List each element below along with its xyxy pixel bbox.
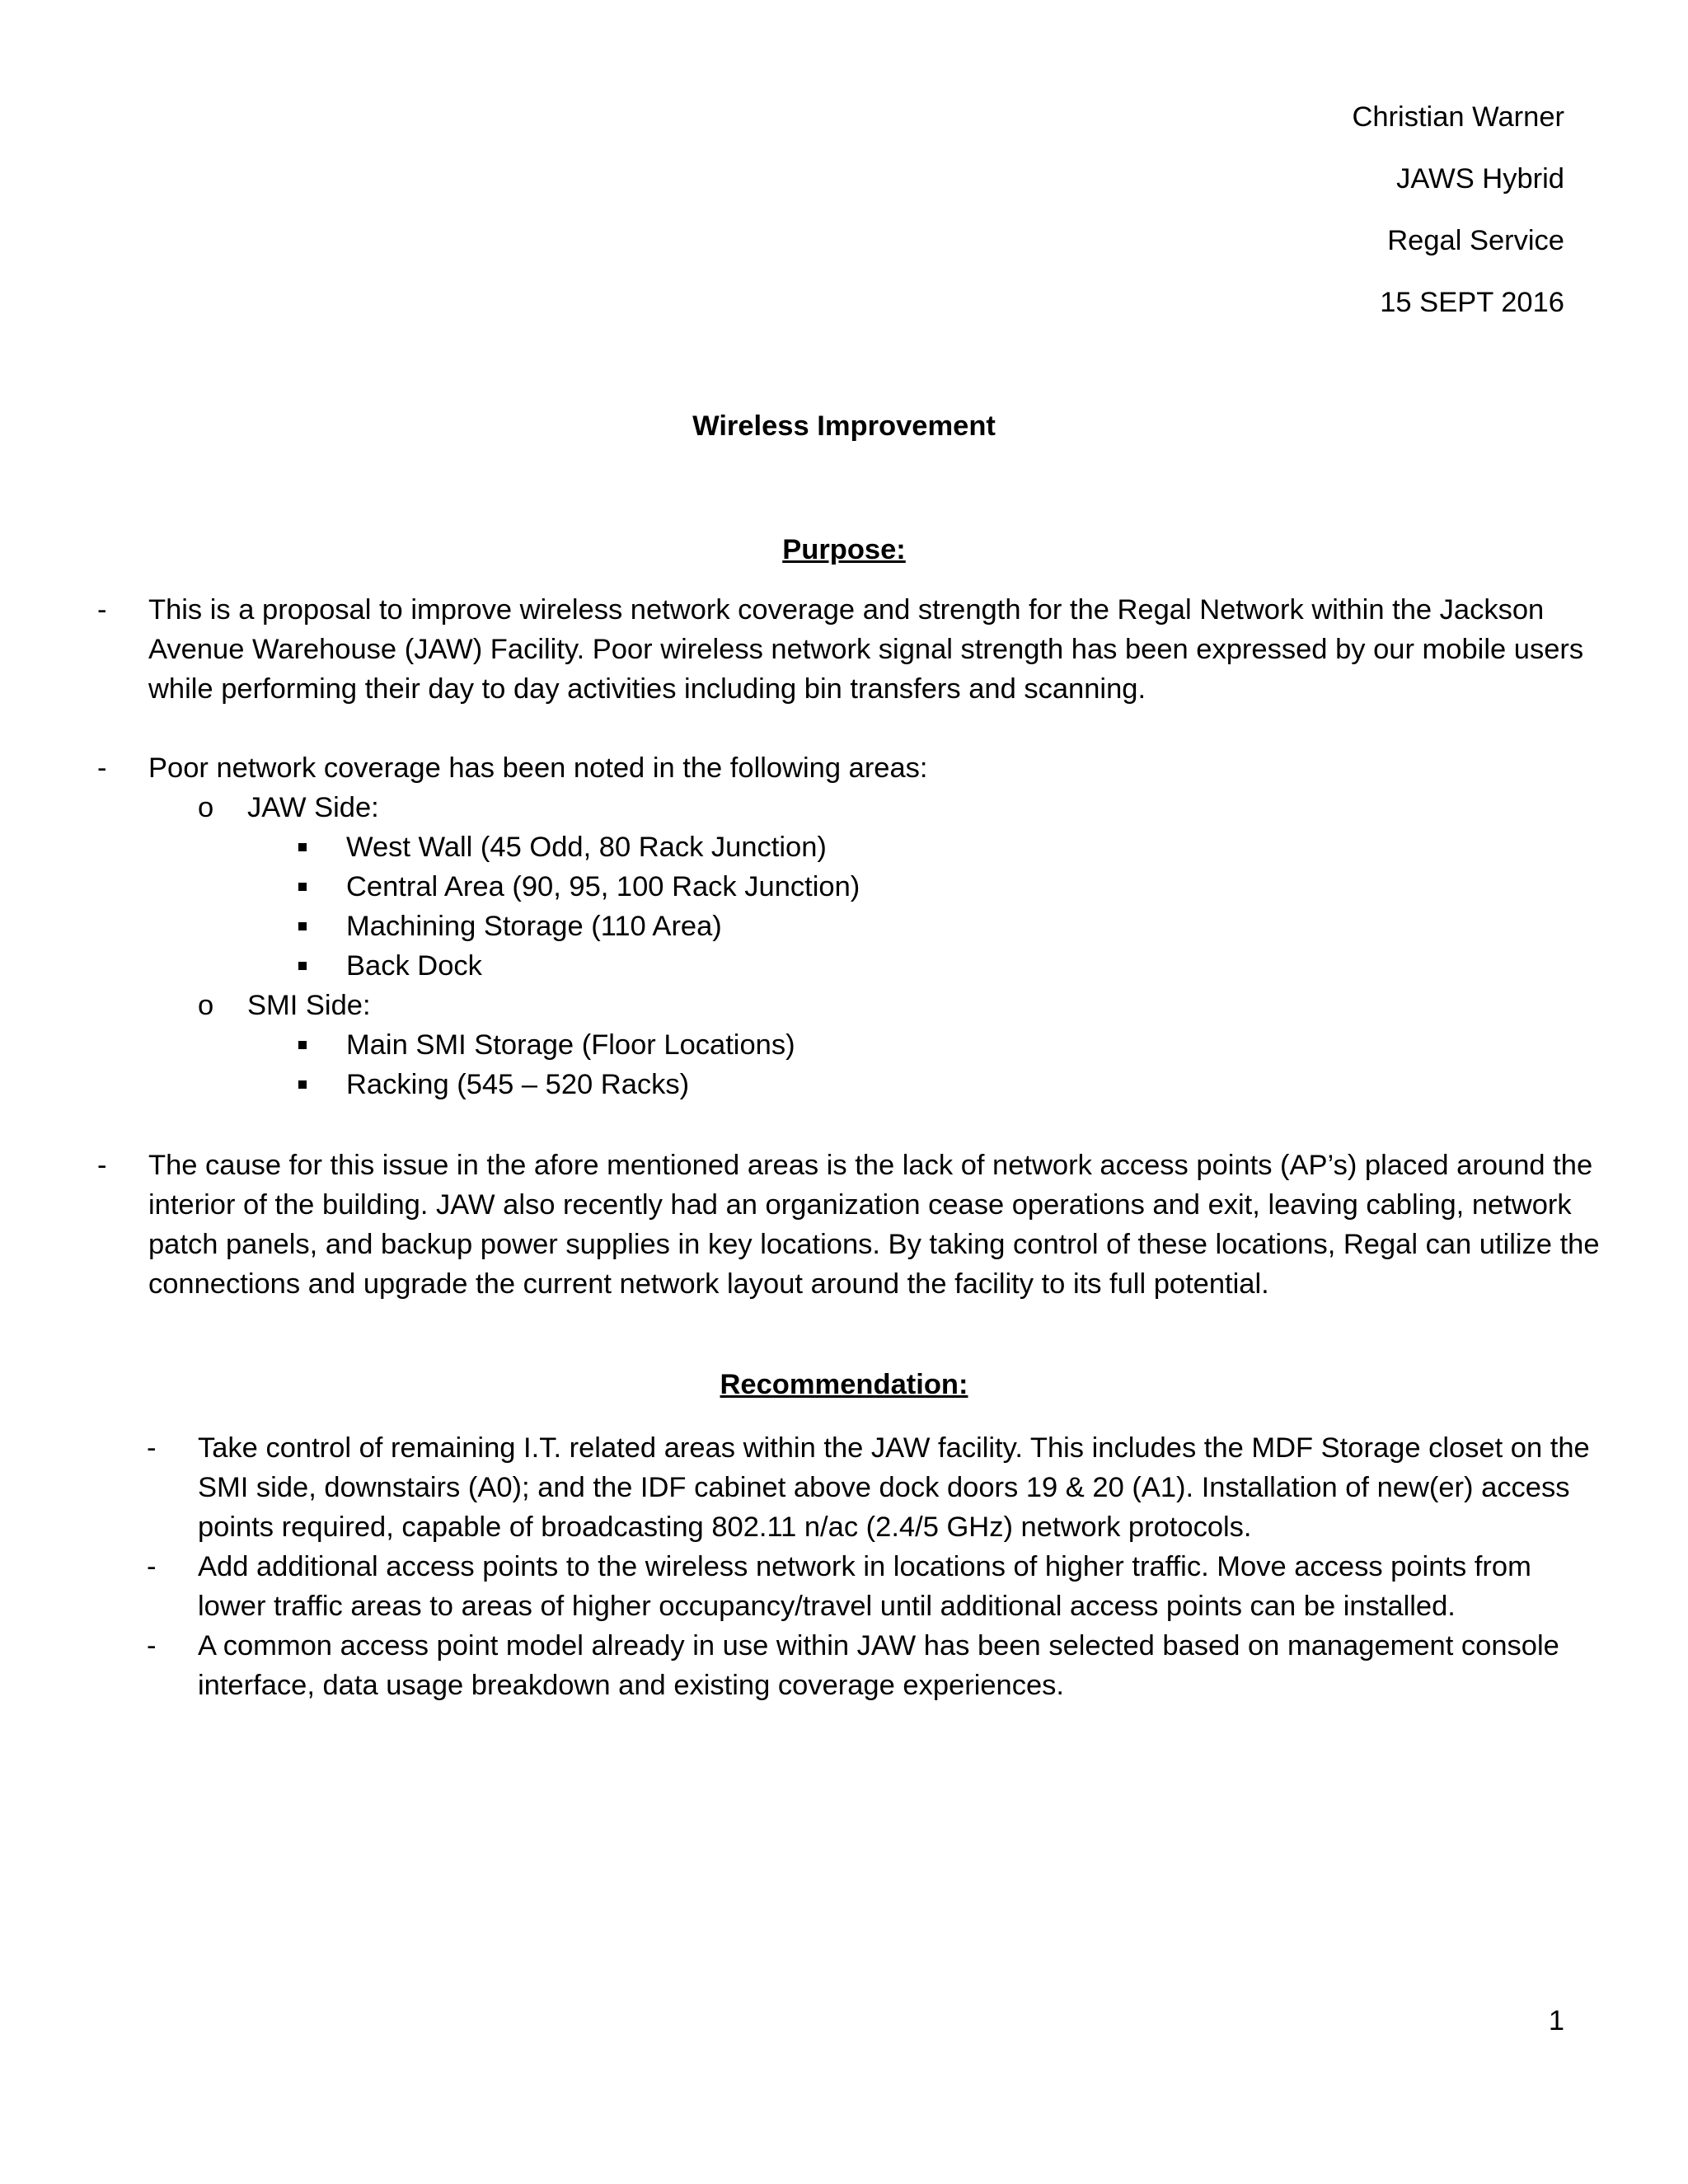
location-label: Racking (545 – 520 Racks) [346,1069,690,1100]
square-bullet [298,962,307,970]
area-list-item [0,788,1688,827]
location-list-item [0,907,1688,946]
square-bullet [298,883,307,891]
purpose-heading: Purpose: [782,534,906,565]
document-date: 15 SEPT 2016 [1380,287,1564,318]
circle-bullet: o [198,792,214,823]
location-label: Machining Storage (110 Area) [346,911,722,942]
recommendation-heading: Recommendation: [720,1369,968,1400]
dash-marker: - [147,1432,157,1464]
location-list-item [0,946,1688,986]
location-list-item [0,1025,1688,1065]
dash-marker: - [147,1630,157,1661]
team-name: JAWS Hybrid [1396,163,1564,194]
text-line: The cause for this issue in the afore mentioned areas is the lack of network access points (AP’s) placed around the [148,1150,1593,1181]
company-name: Regal Service [1387,225,1564,256]
text-line: lower traffic areas to areas of higher occupancy/travel until additional access points can be installed. [198,1591,1456,1622]
dash-marker: - [97,752,107,784]
square-bullet [298,922,307,930]
text-line: connections and upgrade the current network layout around the facility to its full potential. [148,1268,1269,1300]
text-line: while performing their day to day activities including bin transfers and scanning. [148,673,1146,705]
location-label: West Wall (45 Odd, 80 Rack Junction) [346,832,827,863]
text-line: patch panels, and backup power supplies in key locations. By taking control of these locations, Regal can utilize the [148,1229,1600,1260]
area-label: SMI Side: [247,990,371,1021]
circle-bullet: o [198,990,214,1021]
text-line: Avenue Warehouse (JAW) Facility. Poor wireless network signal strength has been expressed by our mobile users [148,634,1584,665]
location-label: Main SMI Storage (Floor Locations) [346,1029,795,1061]
text-line: points required, capable of broadcasting 802.11 n/ac (2.4/5 GHz) network protocols. [198,1511,1252,1543]
dash-marker: - [147,1551,157,1582]
square-bullet [298,843,307,851]
text-line: interior of the building. JAW also recently had an organization cease operations and exit, leaving cabling, network [148,1189,1572,1221]
text-line: SMI side, downstairs (A0); and the IDF cabinet above dock doors 19 & 20 (A1). Installation of new(er) access [198,1472,1570,1503]
page-number: 1 [1548,2005,1564,2036]
location-list-item [0,1065,1688,1104]
author-name: Christian Warner [1352,101,1564,133]
text-line: Add additional access points to the wireless network in locations of higher traffic. Move access points from [198,1551,1531,1582]
text-line: This is a proposal to improve wireless network coverage and strength for the Regal Network within the Jackson [148,594,1545,626]
location-label: Back Dock [346,950,482,982]
text-line: A common access point model already in use within JAW has been selected based on management console [198,1630,1559,1661]
dash-marker: - [97,594,107,626]
dash-marker: - [97,1150,107,1181]
text-line: interface, data usage breakdown and existing coverage experiences. [198,1670,1065,1701]
location-label: Central Area (90, 95, 100 Rack Junction) [346,871,860,902]
document-title: Wireless Improvement [692,410,996,442]
header-block [1352,97,1564,344]
location-list-item [0,867,1688,907]
square-bullet [298,1041,307,1049]
text-line: Poor network coverage has been noted in the following areas: [148,752,928,784]
text-line: Take control of remaining I.T. related areas within the JAW facility. This includes the MDF Storage closet on the [198,1432,1590,1464]
area-label: JAW Side: [247,792,379,823]
area-list-item [0,986,1688,1025]
location-list-item [0,827,1688,867]
square-bullet [298,1080,307,1089]
paragraph-text [148,590,1584,709]
